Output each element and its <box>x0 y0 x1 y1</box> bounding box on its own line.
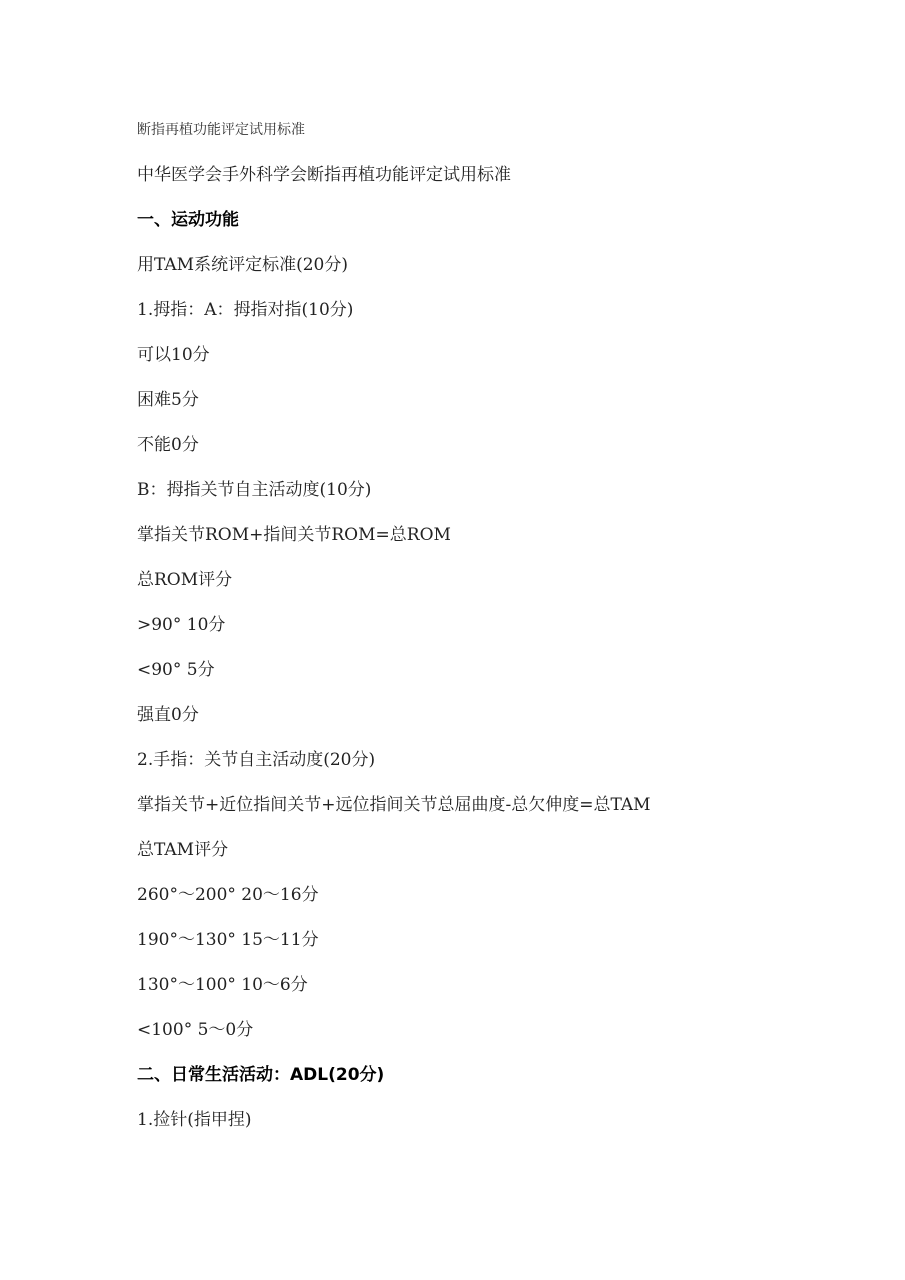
thumb-title: 1.拇指：A：拇指对指(10分) <box>137 300 354 320</box>
finger-score: 130°～100° 10～6分 <box>137 975 308 995</box>
thumb-rom-score-title: 总ROM评分 <box>137 570 233 590</box>
document-main-title: 中华医学会手外科学会断指再植功能评定试用标准 <box>137 165 511 185</box>
finger-score: 190°～130° 15～11分 <box>137 930 319 950</box>
thumb-rom-score: <90° 5分 <box>137 660 215 680</box>
section-heading-adl: 二、日常生活活动：ADL(20分) <box>137 1065 385 1085</box>
section-heading-motor: 一、运动功能 <box>137 210 239 230</box>
adl-item: 1.捡针(指甲捏) <box>137 1110 252 1130</box>
finger-score-title: 总TAM评分 <box>137 840 229 860</box>
finger-title: 2.手指：关节自主活动度(20分) <box>137 750 376 770</box>
thumb-opposition-score: 可以10分 <box>137 345 210 365</box>
thumb-rom-title: B：拇指关节自主活动度(10分) <box>137 480 372 500</box>
thumb-opposition-score: 不能0分 <box>137 435 199 455</box>
thumb-rom-score: >90° 10分 <box>137 615 226 635</box>
document-header-title: 断指再植功能评定试用标准 <box>137 122 305 138</box>
finger-score: 260°～200° 20～16分 <box>137 885 319 905</box>
thumb-opposition-score: 困难5分 <box>137 390 199 410</box>
finger-formula: 掌指关节+近位指间关节+远位指间关节总屈曲度-总欠伸度=总TAM <box>137 795 651 815</box>
finger-score: <100° 5～0分 <box>137 1020 254 1040</box>
thumb-rom-formula: 掌指关节ROM+指间关节ROM=总ROM <box>137 525 451 545</box>
thumb-rom-score: 强直0分 <box>137 705 199 725</box>
tam-standard-line: 用TAM系统评定标准(20分) <box>137 255 348 275</box>
